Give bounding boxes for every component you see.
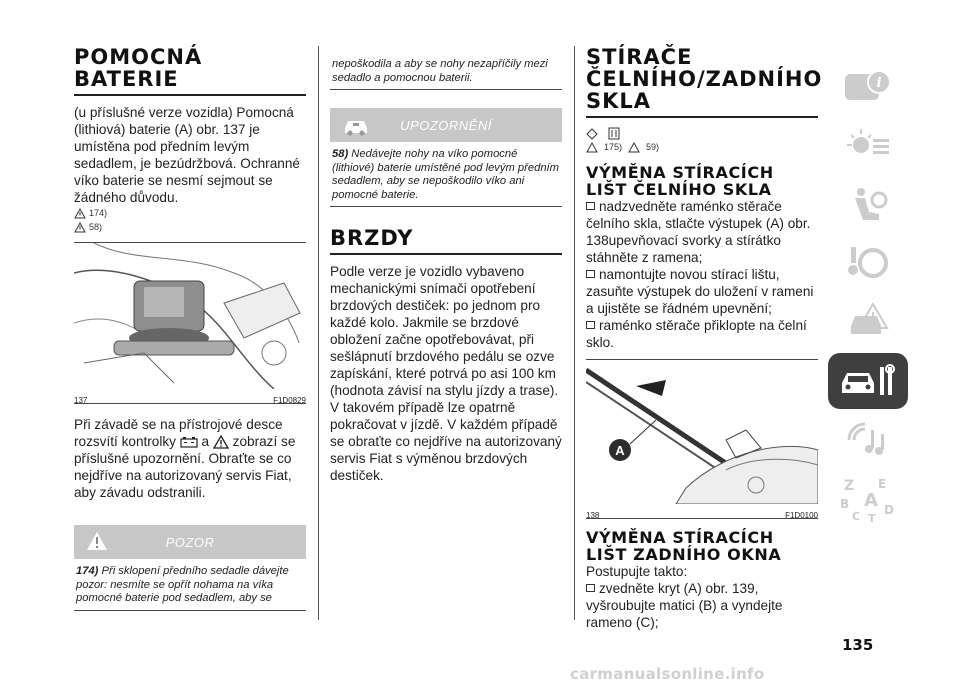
index-letter: Z: [844, 478, 855, 494]
warning-triangle-icon: [628, 142, 640, 153]
warning-car-icon: [843, 302, 893, 342]
watermark: carmanualsonline.info: [570, 665, 765, 683]
svg-text:i: i: [876, 75, 882, 91]
tab-info[interactable]: [828, 58, 908, 114]
caution-box-text-continued: nepoškodila a aby se nohy nezapříčily mezi sedadlo a pomocnou baterii.: [330, 46, 562, 90]
multimedia-icon: [843, 420, 893, 460]
caution-box-header: POZOR: [74, 525, 306, 559]
subsection-title: VÝMĚNA STÍRACÍCH LIŠT ČELNÍHO SKLA: [586, 163, 774, 199]
index-letter: T: [868, 512, 876, 524]
windshield-wiper-illustration: [586, 360, 818, 504]
tab-emergency[interactable]: [828, 294, 908, 350]
figure-caption: 138 F1D0100: [586, 511, 818, 520]
paragraph: Při závadě se na přístrojové desce rozsvítí kontrolky a zobrazí se příslušné upozornění. Obraťte se co nejdříve na autorizovaný servis Fiat, aby závadu odstranili.: [74, 417, 296, 500]
index-letter: D: [884, 503, 894, 517]
section-title: BRZDY: [330, 226, 414, 250]
bullet-box: [586, 202, 595, 210]
column-brakes: [330, 46, 562, 484]
index-letter: C: [852, 510, 861, 523]
section-title-line: STÍRAČE: [586, 45, 693, 69]
general-warning-light-icon: [213, 435, 229, 449]
dashboard-lights-icon: [843, 125, 893, 165]
bullet-box: [586, 321, 595, 329]
bullet-item: namontujte novou stírací lištu, zasuňte výstupek do uložení v rameni a ujistěte se řádném upevnění;: [586, 267, 814, 316]
warning-box-text: 58) Nedávejte nohy na víko pomocné (lithiové) baterie umístěné pod levým předním sedadlem, aby se nepoškodilo víko ani pomocné baterie.: [330, 142, 562, 207]
tab-dashboard[interactable]: [828, 117, 908, 173]
warning-triangle-icon: [586, 142, 598, 153]
callout-a: A: [615, 443, 625, 458]
paragraph: (u příslušné verze vozidla) Pomocná (lithiová) baterie (A) obr. 137 je umístěna pod předním levým sedadlem, je bezúdržbová. Ochranné víko baterie se nesmí sejmout se žádného důvodu.: [74, 105, 300, 205]
figure-caption: 137 F1D0829: [74, 396, 306, 405]
bullet-item: nadzvedněte raménko stěrače čelního skla, stlačte výstupek (A) obr. 138upevňovací svorky a stírátko stáhněte z ramena;: [586, 199, 811, 265]
chapter-tabs: [828, 58, 908, 530]
tab-safety[interactable]: [828, 176, 908, 232]
bullet-item: zvedněte kryt (A) obr. 139, vyšroubujte matici (B) a vyndejte rameno (C);: [586, 581, 783, 630]
section-title-line: SKLA: [586, 89, 652, 113]
tab-multimedia[interactable]: [828, 412, 908, 468]
caution-box-text: 174) Při sklopení předního sedadle dávejte pozor: nesmíte se opřít nohama na víka pomocné baterie pod sedadlem, aby se: [74, 559, 306, 611]
figure-138: [586, 359, 818, 519]
note-ref: 58): [74, 220, 306, 234]
section-title-line: ČELNÍHO/ZADNÍHO: [586, 67, 823, 91]
info-icon: [843, 66, 893, 106]
index-letter: A: [864, 490, 878, 511]
recycle-handwash-icon: [586, 126, 604, 140]
warning-triangle-icon: [74, 222, 86, 233]
tab-index[interactable]: [828, 471, 908, 527]
note-ref: 174): [74, 206, 306, 220]
battery-warning-light-icon: [180, 436, 198, 448]
column-auxiliary-battery: [74, 46, 306, 611]
bin-disposal-icon: [606, 126, 622, 140]
bullet-item: raménko stěrače přiklopte na čelní sklo.: [586, 318, 807, 350]
seat-airbag-icon: [843, 184, 893, 224]
column-divider: [318, 46, 319, 620]
index-letters-icon: [838, 474, 898, 524]
index-letter: B: [840, 497, 850, 511]
warning-box-header: UPOZORNĚNÍ: [330, 108, 562, 142]
column-wipers: [586, 45, 823, 631]
tab-maintenance[interactable]: [828, 353, 908, 409]
battery-under-seat-illustration: [74, 243, 306, 389]
car-warning-icon: [342, 114, 370, 136]
subsection-title: VÝMĚNA STÍRACÍCH LIŠT ZADNÍHO OKNA: [586, 528, 782, 564]
section-title: POMOCNÁ BATERIE: [74, 45, 203, 91]
page-number: 135: [842, 636, 874, 654]
paragraph: Podle verze je vozidlo vybaveno mechanickými snímači opotřebení brzdových destiček: po jednom pro každé kolo. Jakmile se brzdové obložení začne opotřebovávat, při sešlápnutí brzdového pedálu se ozve zapískání, které potrvá po asi 100 km (hodnota závisí na stylu jízdy a trase). V takovém případě lze opatrně pokračovat v jízdě. V každém případě se obraťte co nejdříve na autorizovaný servis Fiat s výměnou brzdových destiček.: [330, 264, 562, 483]
index-letter: E: [878, 477, 887, 491]
note-refs: 175) 59): [586, 140, 818, 154]
title-rule: [74, 94, 306, 96]
car-tools-icon: [838, 361, 898, 401]
column-divider: [574, 46, 575, 620]
bullet-box: [586, 270, 595, 278]
title-rule: [586, 116, 818, 118]
bullet-box: [586, 584, 595, 592]
tab-starting[interactable]: [828, 235, 908, 291]
title-rule: [330, 253, 562, 255]
figure-137: [74, 242, 306, 404]
steering-key-icon: [843, 243, 893, 283]
ref-icons-row: [586, 126, 818, 140]
caution-triangle-icon: [86, 531, 108, 551]
paragraph: Postupujte takto:: [586, 564, 688, 579]
warning-triangle-icon: [74, 208, 86, 219]
